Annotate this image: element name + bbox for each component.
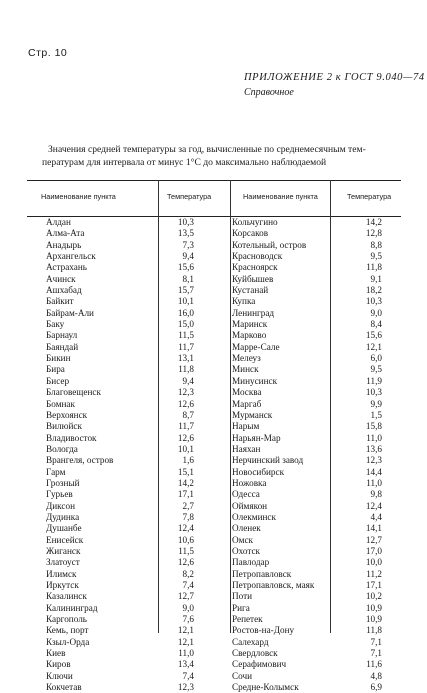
temperature-value: 14,4 [365,466,382,477]
station-name: Оймякон [232,500,268,511]
station-name: Душанбе [46,523,82,534]
temperature-value: 10,6 [177,534,194,545]
station-name: Врангеля, остров [46,455,114,466]
station-name: Оленек [232,523,261,534]
temperature-value: 9,5 [370,364,382,375]
temperature-value: 11,8 [366,625,382,636]
station-name: Минск [232,364,259,375]
temperature-value: 7,8 [182,511,194,522]
left-temps-column [166,217,194,693]
temperature-value: 9,8 [370,489,382,500]
temperature-value: 15,0 [177,319,194,330]
temperature-value: 12,6 [177,432,194,443]
header-name-left: Наименование пункта [41,192,116,201]
station-name: Поти [232,591,253,602]
station-name: Вилюйск [46,421,82,432]
station-name: Кемь, порт [46,625,89,636]
station-name: Гурьев [46,489,73,500]
station-name: Владивосток [46,432,97,443]
station-name: Барнаул [46,330,78,341]
station-name: Златоуст [46,557,80,568]
temperature-value: 15,1 [177,466,194,477]
temperature-value: 11,8 [366,262,382,273]
temperature-value: 6,9 [370,682,382,693]
station-name: Ачинск [46,273,76,284]
station-name: Нарьян-Мар [232,432,281,443]
station-name: Минусинск [232,375,278,386]
station-name: Бира [46,364,65,375]
station-name: Бисер [46,375,70,386]
temperature-value: 11,0 [366,432,382,443]
temperature-value: 12,7 [177,591,194,602]
station-name: Салехард [232,636,269,647]
station-name: Илимск [46,568,77,579]
temperature-value: 17,1 [177,489,194,500]
temperature-value: 10,9 [365,614,382,625]
station-name: Кокчетав [46,682,82,693]
temperature-value: 11,7 [178,341,194,352]
caption-line-2: пературам для интервала от минус 1°С до максимально наблюдаемой [42,156,327,168]
temperature-value: 7,1 [370,636,382,647]
station-name: Алдан [46,217,71,227]
station-name: Омск [232,534,253,545]
temperature-value: 9,4 [182,251,194,262]
temperature-value: 14,2 [177,477,194,488]
page-number: Стр. 10 [28,47,68,59]
header-name-right: Наименование пункта [243,192,318,201]
station-name: Киров [46,659,71,670]
station-name: Москва [232,387,262,398]
station-name: Серафимович [232,659,287,670]
station-name: Маргаб [232,398,262,409]
station-name: Котельный, остров [232,239,307,250]
station-name: Верхоянск [46,409,88,420]
station-name: Нарым [232,421,260,432]
temperature-value: 12,6 [177,398,194,409]
temperature-value: 12,1 [177,625,194,636]
right-names-column [232,217,330,693]
station-name: Кольчугино [232,217,278,227]
temperature-value: 13,5 [177,228,194,239]
temperature-value: 10,1 [177,296,194,307]
station-name: Петропавловск [232,568,292,579]
station-name: Архангельск [46,251,96,262]
station-name: Свердловск [232,648,278,659]
temperature-value: 7,6 [182,614,194,625]
temperature-value: 11,5 [178,330,194,341]
temperature-value: 7,4 [182,670,194,681]
temperature-value: 13,4 [177,659,194,670]
appendix-subtitle: Справочное [244,87,294,98]
temperature-value: 9,0 [182,602,194,613]
station-name: Киев [46,648,66,659]
temperature-value: 15,8 [365,421,382,432]
station-name: Байкит [46,296,74,307]
temperature-value: 7,4 [182,580,194,590]
temperature-value: 15,7 [177,285,194,296]
temperature-value: 10,3 [365,296,382,307]
station-name: Грозный [46,477,80,488]
station-name: Мурманск [232,409,273,420]
temperature-value: 12,1 [177,636,194,647]
temperature-value: 10,1 [177,443,194,454]
temperature-value: 8,8 [370,239,382,250]
temperature-value: 11,8 [178,364,194,375]
station-name: Сочи [232,670,253,681]
station-name: Петропавловск, маяк [232,580,315,590]
station-name: Одесса [232,489,260,500]
temperature-value: 11,9 [366,375,382,386]
temperature-value: 15,6 [177,262,194,273]
station-name: Ленинград [232,307,275,318]
temperature-value: 12,6 [177,557,194,568]
temperature-value: 4,4 [370,511,382,522]
appendix-title: ПРИЛОЖЕНИЕ 2 к ГОСТ 9.040—74 [244,72,425,83]
temperature-value: 8,7 [182,409,194,420]
temperature-value: 10,0 [365,557,382,568]
station-name: Маринск [232,319,268,330]
station-name: Кзыл-Орда [46,636,90,647]
station-name: Казалинск [46,591,87,602]
station-name: Ключи [46,670,73,681]
temperature-value: 13,6 [365,443,382,454]
station-name: Баку [46,319,65,330]
temperature-value: 10,3 [177,217,194,227]
temperature-value: 11,0 [178,648,194,659]
station-name: Байрам-Али [46,307,94,318]
temperature-value: 1,5 [370,409,382,420]
temperature-value: 7,1 [370,648,382,659]
temperature-value: 9,9 [370,398,382,409]
temperature-value: 11,5 [178,545,194,556]
station-name: Рига [232,602,250,613]
station-name: Анадырь [46,239,82,250]
station-name: Корсаков [232,228,269,239]
temperature-value: 13,1 [177,353,194,364]
station-name: Купка [232,296,256,307]
station-name: Марре-Сале [232,341,280,352]
temperature-value: 16,0 [177,307,194,318]
temperature-value: 12,4 [365,500,382,511]
temperature-value: 11,0 [366,477,382,488]
right-temps-column [354,217,382,693]
temperature-value: 17,1 [365,580,382,590]
station-name: Алма-Ата [46,228,85,239]
column-divider [230,180,231,633]
station-name: Вологда [46,443,78,454]
station-name: Наяхан [232,443,261,454]
temperature-value: 17,0 [365,545,382,556]
station-name: Астрахань [46,262,87,273]
table-caption [42,144,412,169]
temperature-value: 9,4 [182,375,194,386]
station-name: Нерчинский завод [232,455,304,466]
station-name: Дудинка [46,511,80,522]
temperature-value: 10,2 [365,591,382,602]
temperature-value: 12,3 [365,455,382,466]
column-divider [158,180,159,633]
temperature-value: 1,6 [182,455,194,466]
station-name: Куйбышев [232,273,274,284]
temperature-value: 2,7 [182,500,194,511]
station-name: Олекминск [232,511,276,522]
temperature-value: 6,0 [370,353,382,364]
temperature-value: 11,7 [178,421,194,432]
station-name: Жиганск [46,545,81,556]
temperature-value: 11,6 [366,659,382,670]
station-name: Благовещенск [46,387,101,398]
station-name: Енисейск [46,534,84,545]
temperature-value: 12,7 [365,534,382,545]
temperature-value: 15,6 [365,330,382,341]
temperature-value: 8,2 [182,568,194,579]
station-name: Марково [232,330,267,341]
temperature-value: 14,2 [365,217,382,227]
temperature-value: 9,1 [370,273,382,284]
column-divider [330,180,331,633]
temperature-value: 8,1 [182,273,194,284]
temperature-value: 4,8 [370,670,382,681]
table-header [27,180,401,217]
station-name: Ашхабад [46,285,82,296]
caption-line-1: Значения средней температуры за год, вычисленные по среднемесячным тем- [48,144,366,155]
temperature-value: 12,1 [365,341,382,352]
station-name: Иркутск [46,580,79,590]
temperature-value: 10,3 [365,387,382,398]
station-name: Бикин [46,353,71,364]
station-name: Диксон [46,500,76,511]
station-name: Павлодар [232,557,270,568]
temperature-value: 9,5 [370,251,382,262]
header-temp-right: Температура [347,192,392,201]
temperature-value: 12,4 [177,523,194,534]
station-name: Охотск [232,545,261,556]
temperature-value: 11,2 [366,568,382,579]
station-name: Мелеуз [232,353,261,364]
station-name: Красноводск [232,251,283,262]
header-temp-left: Температура [167,192,212,201]
temperature-value: 8,4 [370,319,382,330]
station-name: Бомнак [46,398,75,409]
temperature-table [27,180,401,217]
temperature-value: 14,1 [365,523,382,534]
temperature-value: 9,0 [370,307,382,318]
station-name: Красноярск [232,262,278,273]
temperature-value: 12,8 [365,228,382,239]
station-name: Ростов-на-Дону [232,625,295,636]
temperature-value: 10,9 [365,602,382,613]
temperature-value: 18,2 [365,285,382,296]
station-name: Баяндай [46,341,79,352]
station-name: Ножовка [232,477,267,488]
station-name: Репетек [232,614,263,625]
temperature-value: 7,3 [182,239,194,250]
station-name: Кустанай [232,285,269,296]
station-name: Каргополь [46,614,87,625]
station-name: Средне-Колымск [232,682,299,693]
left-names-column [46,217,156,693]
station-name: Гарм [46,466,66,477]
station-name: Калининград [46,602,98,613]
temperature-value: 12,3 [177,682,194,693]
temperature-value: 12,3 [177,387,194,398]
station-name: Новосибирск [232,466,285,477]
